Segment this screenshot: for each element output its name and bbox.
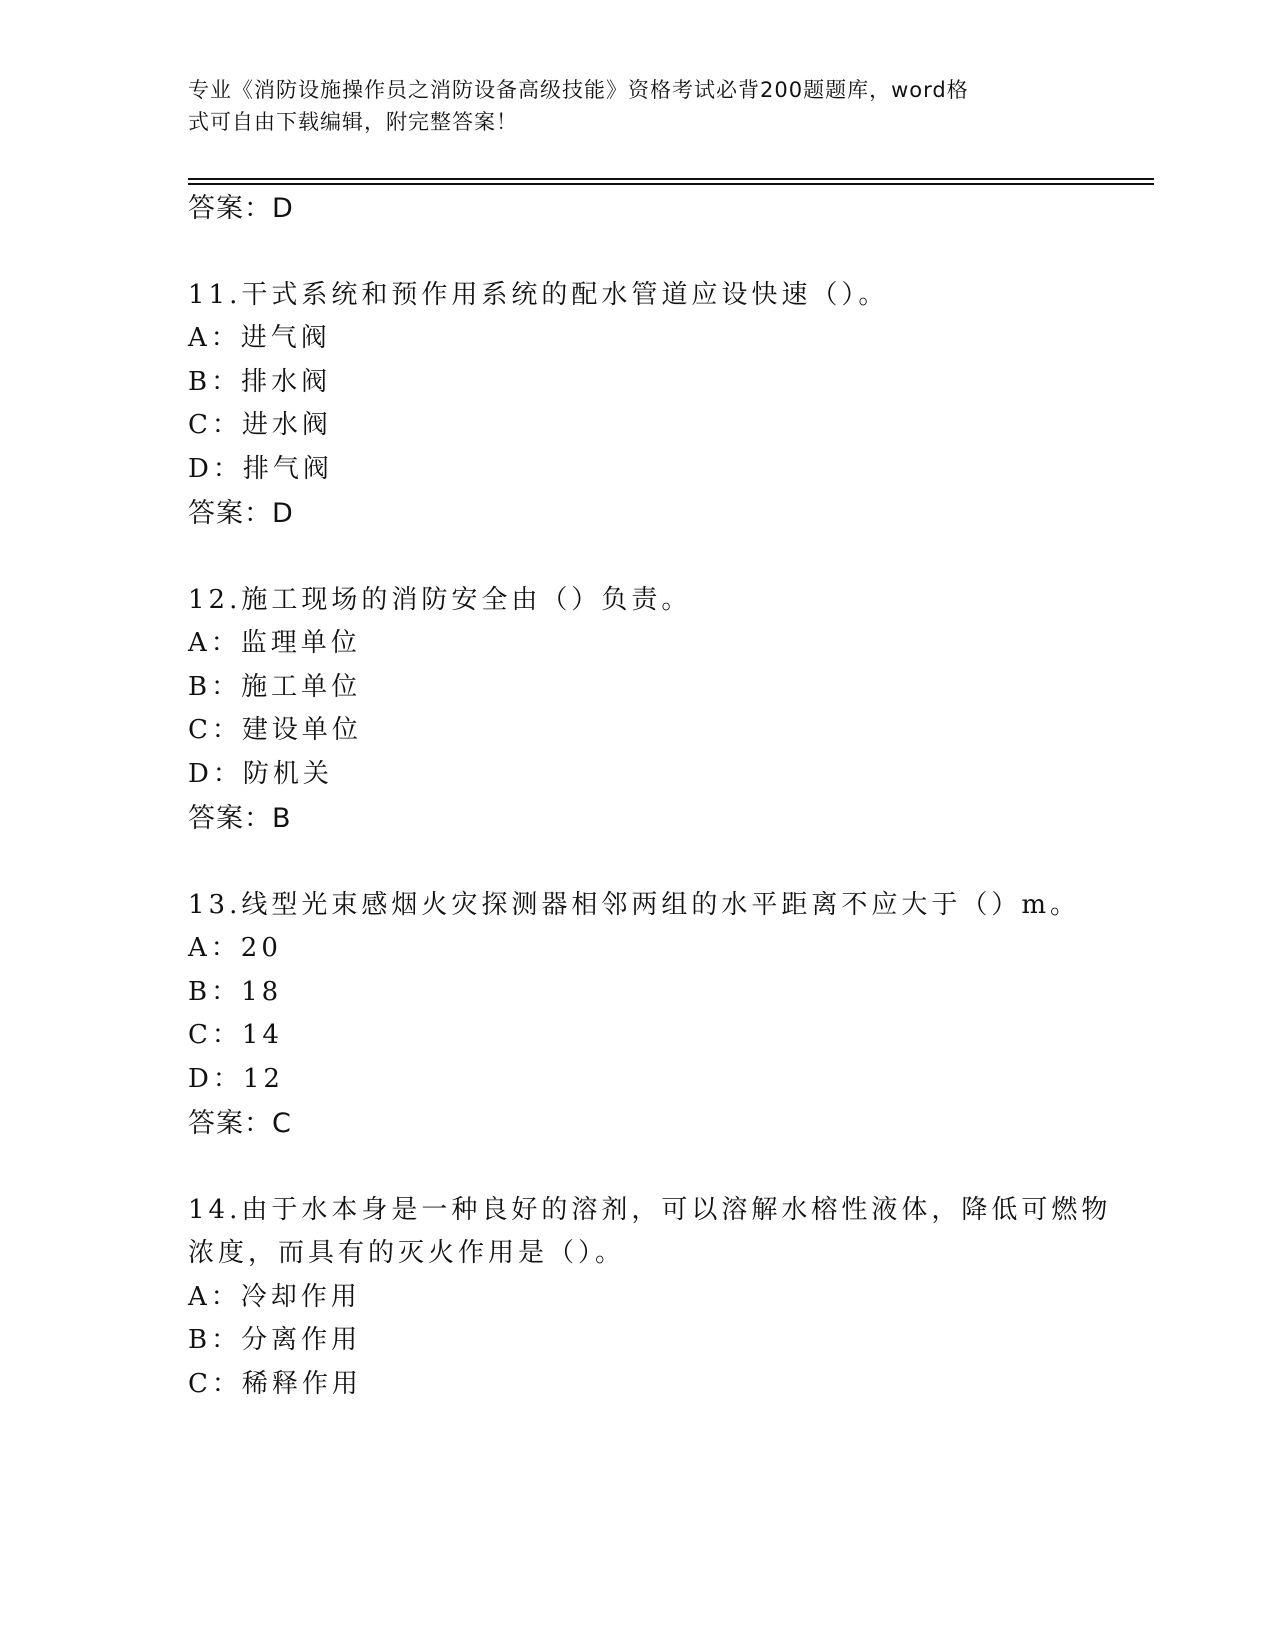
question-11-stem: 11.干式系统和预作用系统的配水管道应设快速（）。 xyxy=(188,280,889,310)
question-13-answer: 答案：C xyxy=(188,1108,292,1139)
question-12-stem: 12.施工现场的消防安全由（）负责。 xyxy=(188,585,692,615)
question-11-option-a: A：进气阀 xyxy=(188,323,331,353)
previous-answer: 答案：D xyxy=(188,193,294,224)
question-11-option-d: D：排气阀 xyxy=(188,454,333,484)
question-11-option-c: C：进水阀 xyxy=(188,410,332,440)
question-13-option-c: C：14 xyxy=(188,1020,283,1050)
header-rule-bottom xyxy=(188,183,1154,185)
question-11-answer: 答案：D xyxy=(188,498,294,529)
question-13-option-d: D：12 xyxy=(188,1064,284,1094)
header-line-2: 式可自由下载编辑，附完整答案！ xyxy=(188,110,518,134)
question-12-answer: 答案：B xyxy=(188,803,292,834)
question-14-option-a: A：冷却作用 xyxy=(188,1282,361,1312)
question-13-stem: 13.线型光束感烟火灾探测器相邻两组的水平距离不应大于（）m。 xyxy=(188,890,1081,920)
question-13-option-a: A：20 xyxy=(188,933,282,963)
question-14-stem-line-1: 14.由于水本身是一种良好的溶剂，可以溶解水榕性液体，降低可燃物 xyxy=(188,1195,1112,1225)
question-12-option-c: C：建设单位 xyxy=(188,715,362,745)
question-11-option-b: B：排水阀 xyxy=(188,367,332,397)
question-14-option-c: C：稀释作用 xyxy=(188,1369,362,1399)
page-header xyxy=(188,74,1068,138)
header-rule-top xyxy=(188,178,1154,180)
question-14-option-b: B：分离作用 xyxy=(188,1325,362,1355)
question-12-option-a: A：监理单位 xyxy=(188,628,361,658)
question-12-option-d: D：防机关 xyxy=(188,759,333,789)
header-line-1: 专业《消防设施操作员之消防设备高级技能》资格考试必背200题题库，word格 xyxy=(188,78,969,102)
question-14-stem-line-2: 浓度，而具有的灭火作用是（）。 xyxy=(188,1238,626,1268)
question-12-option-b: B：施工单位 xyxy=(188,672,362,702)
question-13-option-b: B：18 xyxy=(188,977,283,1007)
